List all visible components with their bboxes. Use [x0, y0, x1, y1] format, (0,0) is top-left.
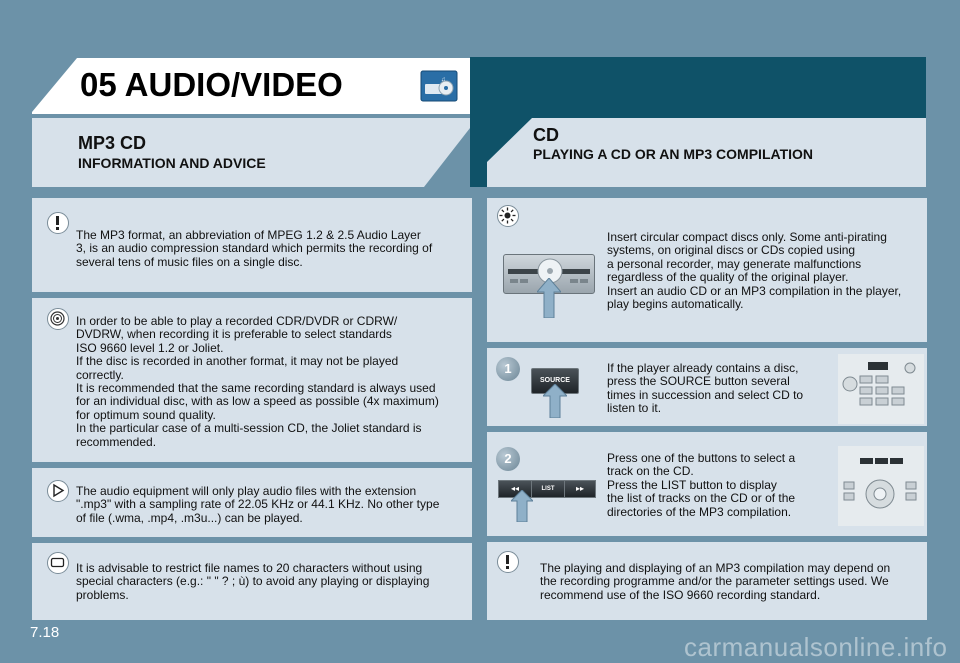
control-panel-illustration — [838, 354, 924, 424]
source-button[interactable]: SOURCE — [531, 368, 579, 394]
info-text-insert-cd: Insert circular compact discs only. Some anti-pirating systems, on original discs or CDs copied using a personal recorder, may generate malfunctions regardless of the quality of the original player. Insert an audio CD or an MP3 compilation in the player, play begins automatically. — [607, 230, 902, 312]
step-2-text: Press one of the buttons to select a track on the CD. Press the LIST button to display the list of tracks on the CD or of the directories of the MP3 compilation. — [607, 451, 796, 519]
light-icon — [497, 205, 519, 227]
right-heading: CD — [533, 125, 559, 145]
right-subheading: PLAYING A CD OR AN MP3 COMPILATION — [533, 146, 814, 162]
disc-icon — [47, 308, 69, 330]
press-arrow-icon — [511, 490, 533, 522]
left-subheading: INFORMATION AND ADVICE — [78, 155, 266, 171]
play-icon — [47, 480, 69, 502]
press-arrow-icon — [543, 384, 567, 418]
page-number: 7.18 — [30, 624, 60, 641]
watermark: carmanualsonline.info — [684, 632, 948, 662]
info-text-file-types: The audio equipment will only play audio files with the extension ".mp3" with a sampling rate of 22.05 KHz or 44.1 KHz. No other type of file (.wma, .mp4, .m3u...) can be played. — [76, 484, 440, 525]
step-2-badge: 2 — [496, 447, 520, 471]
left-heading: MP3 CD — [78, 133, 147, 153]
chapter-title: 05 AUDIO/VIDEO — [80, 66, 343, 103]
step-1-text: If the player already contains a disc, press the SOURCE button several times in succession and select CD to listen to it. — [607, 361, 804, 416]
info-text-mp3-compilation: The playing and displaying of an MP3 compilation may depend on the recording programme and/or the parameter settings used. We recommend use of the ISO 9660 recording standard. — [540, 561, 891, 602]
info-text-file-names: It is advisable to restrict file names to 20 characters without using special characters (e.g.: " " ? ; ù) to avoid any playing or displaying problems. — [76, 561, 430, 602]
rectangle-icon — [47, 552, 69, 574]
exclamation-icon — [497, 551, 519, 573]
exclamation-icon — [47, 212, 69, 234]
step-1-badge: 1 — [496, 357, 520, 381]
prev-track-button[interactable]: ◂◂ — [498, 480, 532, 498]
insert-arrow-icon — [537, 278, 561, 318]
svg-text:♫: ♫ — [441, 77, 446, 83]
next-track-button[interactable]: ▸▸ — [564, 480, 596, 498]
control-panel-illustration — [838, 446, 924, 526]
list-button[interactable]: LIST — [531, 480, 565, 498]
audio-video-icon — [420, 70, 458, 102]
info-text-recording-standard: In order to be able to play a recorded CDR/DVDR or CDRW/ DVDRW, when recording it is preferable to select standards ISO 9660 level 1.2 or Joliet. If the disc is recorded in another format, it may not be played correctly. It is recommended that the same recording standard is always used for an individual disc, with as low a speed as possible (4x maximum) for optimum sound quality. In the particular case of a multi-session CD, the Joliet standard is recommended. — [76, 314, 439, 449]
info-text-mp3-format: The MP3 format, an abbreviation of MPEG 1.2 & 2.5 Audio Layer 3, is an audio compression standard which permits the recording of several tens of music files on a single disc. — [76, 228, 433, 269]
